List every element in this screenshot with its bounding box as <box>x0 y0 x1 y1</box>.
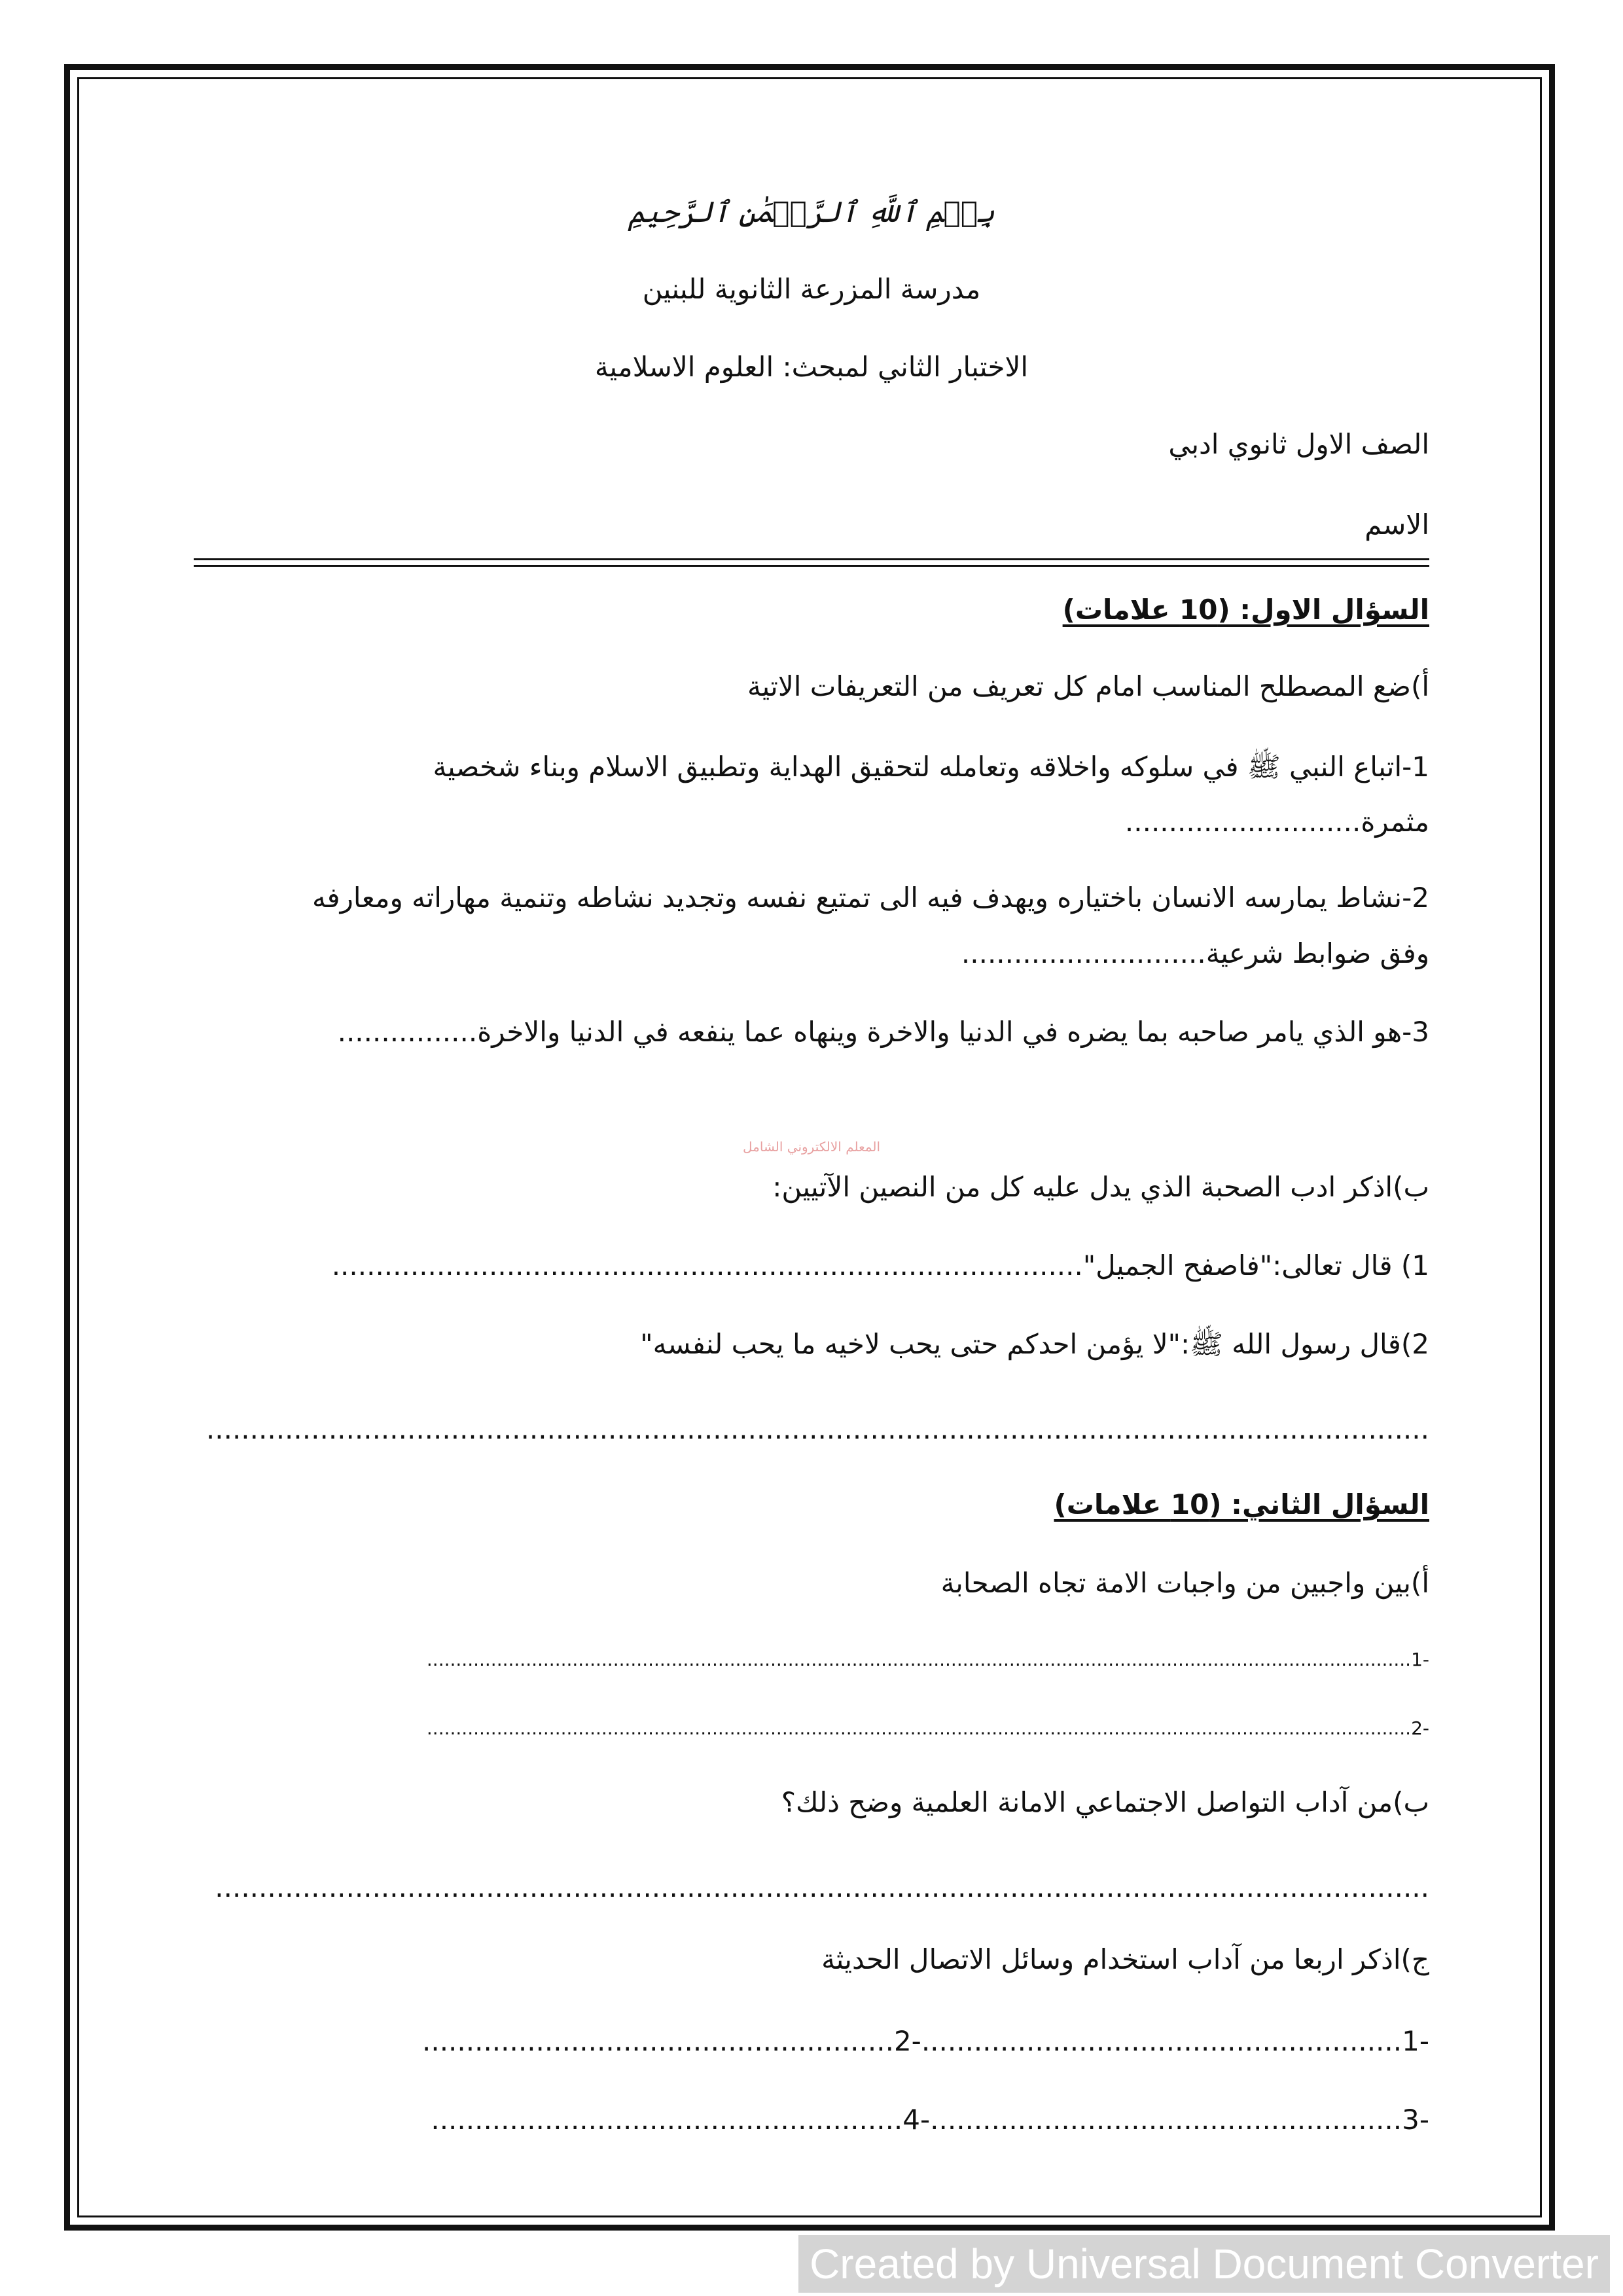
exam-title: الاختبار الثاني لمبحث: العلوم الاسلامية <box>594 351 1029 383</box>
q1-a-item1-line2: مثمرة........................... <box>1124 806 1429 838</box>
grade-label: الصف الاول ثانوي ادبي <box>1168 428 1429 460</box>
q2-b-answer-line: ........................................................................................................................................... <box>215 1871 1429 1903</box>
q2-c-answer-row-1: -1.......................................................-2...................................................... <box>422 2025 1429 2057</box>
q1-part-a-prompt: أ)ضع المصطلح المناسب امام كل تعريف من التعريفات الاتية <box>747 670 1429 702</box>
header-divider-top <box>194 558 1429 560</box>
watermark-text: المعلم الالكتروني الشامل <box>742 1139 881 1155</box>
q1-a-item3: 3-هو الذي يامر صاحبه بما يضره في الدنيا والاخرة وينهاه عما ينفعه في الدنيا والاخرة................ <box>337 1016 1429 1048</box>
q2-a-answer-line-1: -1......................................................................................................................................................................... <box>426 1649 1429 1670</box>
header-divider-bottom <box>194 565 1429 567</box>
q1-b-answer-line: ............................................................................................................................................ <box>205 1413 1429 1445</box>
school-name: مدرسة المزرعة الثانوية للبنين <box>642 273 981 305</box>
basmala: بِسۡمِ ٱللَّهِ ٱلرَّحۡمَٰنِ ٱلرَّحِيمِ <box>628 196 995 229</box>
q1-a-item2-line1: 2-نشاط يمارسه الانسان باختياره ويهدف فيه الى تمتيع نفسه وتجديد نشاطه وتنمية مهاراته ومعارفه <box>312 882 1429 914</box>
q1-a-item2-line2: وفق ضوابط شرعية............................ <box>961 937 1429 969</box>
q2-part-a-prompt: أ)بين واجبين من واجبات الامة تجاه الصحابة <box>940 1567 1429 1599</box>
q2-heading: السؤال الثاني: (10 علامات) <box>1054 1488 1429 1520</box>
q1-b-item1: 1) قال تعالى:"فاصفح الجميل"...................................................................................... <box>331 1249 1429 1282</box>
student-name-label: الاسم <box>1364 509 1429 541</box>
q1-b-item2: 2)قال رسول الله ﷺ:"لا يؤمن احدكم حتى يحب لاخيه ما يحب لنفسه" <box>640 1328 1429 1360</box>
q2-a-answer-line-2: -2......................................................................................................................................................................... <box>426 1717 1429 1739</box>
q1-part-b-prompt: ب)اذكر ادب الصحبة الذي يدل عليه كل من النصين الآتيين: <box>772 1171 1429 1203</box>
q2-part-b-prompt: ب)من آداب التواصل الاجتماعي الامانة العلمية وضح ذلك؟ <box>781 1786 1429 1818</box>
q2-part-c-prompt: ج)اذكر اربعا من آداب استخدام وسائل الاتصال الحديثة <box>821 1943 1429 1975</box>
q1-heading: السؤال الاول: (10 علامات) <box>1062 594 1429 626</box>
q2-c-answer-row-2: -3......................................................-4...................................................... <box>431 2104 1429 2136</box>
q1-a-item1-line1: 1-اتباع النبي ﷺ في سلوكه واخلاقه وتعامله لتحقيق الهداية وتطبيق الاسلام وبناء شخصية <box>433 751 1429 783</box>
converter-watermark-banner: Created by Universal Document Converter <box>798 2235 1610 2293</box>
